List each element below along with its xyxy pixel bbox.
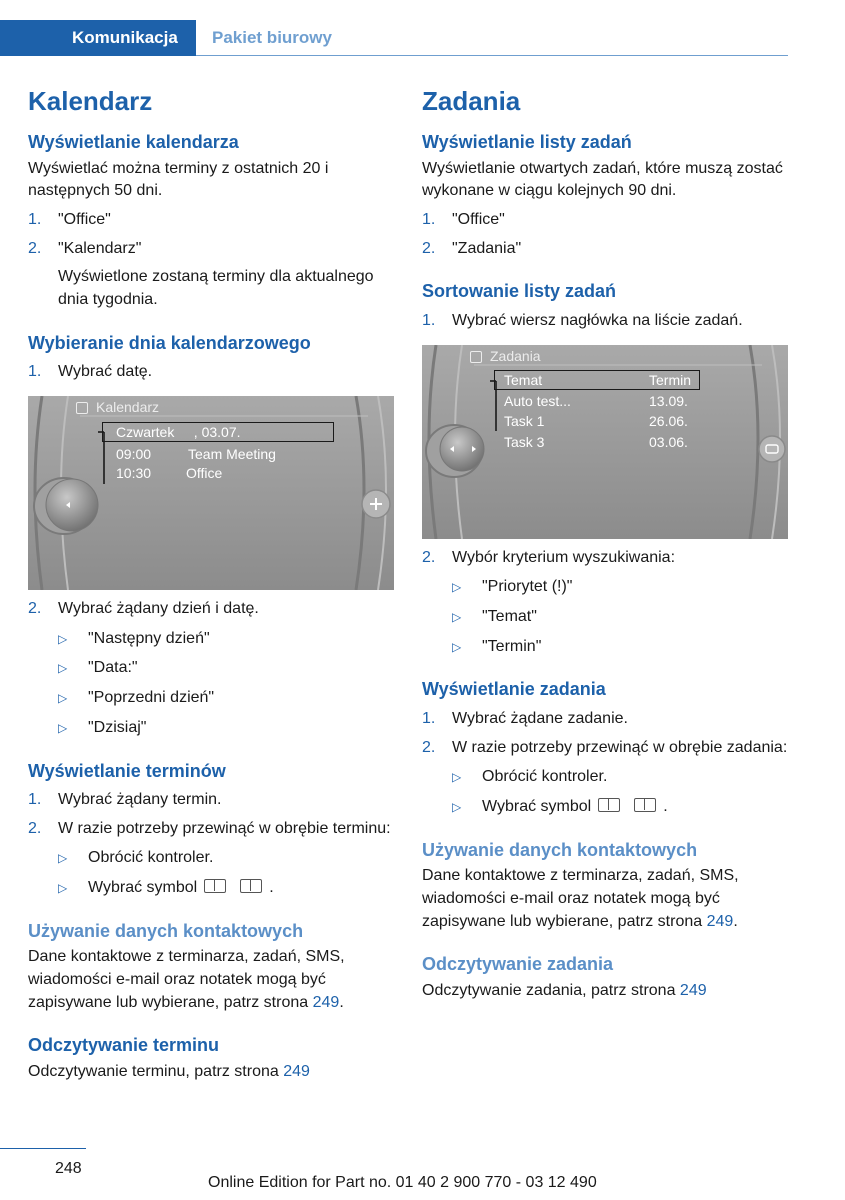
tasks-header-temat[interactable]: Temat: [504, 371, 543, 388]
option-text: "Poprzedni dzień": [88, 689, 215, 707]
paragraph-text: Dane kontaktowe z terminarza, zadań, SMS, wiadomości e-mail oraz notatek mogą być zapisywane lub wybierane, patrz strona: [422, 867, 739, 930]
paragraph-end: .: [339, 993, 344, 1011]
step-number: 2.: [422, 548, 436, 566]
task-row-name[interactable]: Auto test...: [504, 392, 571, 409]
triangle-bullet-icon: ▷: [58, 881, 68, 896]
step-item: [422, 708, 794, 731]
page-link[interactable]: 249: [312, 993, 340, 1011]
section-title-zadania: Zadania: [422, 86, 521, 116]
triangle-bullet-icon: ▷: [452, 610, 462, 624]
triangle-bullet-icon: ▷: [452, 639, 462, 654]
scroll-forward-icon: [634, 798, 656, 812]
step-text: Wybrać wiersz nagłówka na liście zadań.: [452, 311, 743, 329]
step-text: W razie potrzeby przewinąć w obrębie zadania:: [452, 738, 788, 756]
step-note: Wyświetlone zostaną terminy dla aktualnego dnia tygodnia.: [58, 268, 374, 309]
calendar-row-time[interactable]: 10:30: [116, 465, 152, 481]
scroll-back-icon: [598, 798, 620, 812]
option-item: [58, 847, 398, 870]
page-link[interactable]: 249: [706, 912, 734, 930]
page-number: 248: [55, 1160, 82, 1177]
task-row-date[interactable]: 03.06.: [649, 433, 688, 450]
step-item: [28, 361, 398, 384]
paragraph: Wyświetlać można terminy z ostatnich 20 i następnych 50 dni.: [28, 159, 329, 200]
task-row-date[interactable]: 26.06.: [649, 412, 688, 429]
step-item: [28, 818, 398, 841]
triangle-bullet-icon: ▷: [452, 580, 462, 595]
option-text-end: .: [269, 879, 274, 897]
option-text-end: .: [663, 797, 668, 815]
header-tab-komunikacja[interactable]: Komunikacja: [72, 28, 178, 47]
step-text: "Zadania": [452, 239, 522, 257]
section-title-kalendarz: Kalendarz: [28, 86, 153, 116]
heading-uzywanie-danych: Używanie danych kontaktowych: [422, 839, 698, 860]
paragraph: [422, 865, 794, 933]
option-item: [58, 657, 398, 680]
right-column: [422, 86, 794, 1002]
step-number: 1.: [28, 211, 42, 229]
option-text: Wybrać symbol: [482, 797, 592, 815]
option-item: [58, 628, 398, 651]
tasks-screenshot: [422, 345, 788, 539]
scroll-forward-icon: [240, 879, 262, 893]
option-text: Wybrać symbol: [88, 879, 198, 897]
option-text: "Termin": [482, 637, 542, 655]
option-item: [58, 687, 398, 710]
step-number: 2.: [28, 239, 42, 257]
screen-title: Zadania: [490, 347, 541, 364]
triangle-bullet-icon: ▷: [58, 720, 68, 735]
calendar-row-event[interactable]: Office: [186, 465, 223, 481]
heading-uzywanie-danych: Używanie danych kontaktowych: [28, 920, 304, 941]
step-number: 2.: [28, 819, 42, 837]
edition-line: Online Edition for Part no. 01 40 2 900 770 - 03 12 490: [208, 1174, 597, 1191]
step-item: [422, 310, 794, 333]
option-text: "Następny dzień": [88, 629, 210, 647]
step-number: 2.: [28, 600, 42, 617]
triangle-bullet-icon: ▷: [452, 770, 462, 785]
screen-title: Kalendarz: [96, 399, 160, 415]
step-number: 1.: [422, 709, 436, 727]
step-item: [422, 209, 794, 232]
page-link[interactable]: 249: [283, 1062, 310, 1080]
page-link[interactable]: 249: [679, 981, 707, 999]
heading-wyswietlanie-zadania: Wyświetlanie zadania: [422, 679, 606, 700]
step-text: "Office": [452, 211, 505, 229]
step-text: "Kalendarz": [58, 239, 142, 257]
step-text: "Office": [58, 211, 111, 229]
task-row-name[interactable]: Task 1: [504, 412, 545, 429]
step-text: Wybrać żądany termin.: [58, 790, 222, 808]
calendar-row-time[interactable]: 09:00: [116, 446, 152, 462]
heading-wybieranie-dnia: Wybieranie dnia kalendarzowego: [28, 332, 311, 353]
step-item: [422, 547, 794, 570]
calendar-row-date[interactable]: Czwartek , 03.07.: [116, 424, 241, 440]
option-item: [452, 636, 794, 659]
calendar-screenshot: [28, 396, 394, 590]
step-number: 1.: [422, 211, 436, 229]
step-text: W razie potrzeby przewinąć w obrębie terminu:: [58, 819, 391, 837]
paragraph-text: Dane kontaktowe z terminarza, zadań, SMS, wiadomości e-mail oraz notatek mogą być zapisywane lub wybierane, patrz strona: [28, 948, 345, 1011]
header-rule: [196, 55, 788, 56]
step-item: [422, 238, 794, 261]
option-text: "Dzisiaj": [88, 718, 147, 736]
paragraph-end: .: [733, 912, 738, 930]
paragraph: [28, 1061, 398, 1084]
step-number: 1.: [422, 311, 436, 329]
option-text: Obrócić kontroler.: [482, 768, 608, 786]
triangle-bullet-icon: ▷: [58, 631, 68, 646]
option-item: [58, 717, 398, 740]
step-number: 2.: [422, 738, 436, 756]
step-text: Wybór kryterium wyszukiwania:: [452, 548, 676, 566]
step-number: 1.: [28, 363, 42, 381]
step-item: [28, 789, 398, 812]
header-tab-pakiet-biurowy[interactable]: Pakiet biurowy: [212, 28, 332, 47]
calendar-icon: [76, 402, 88, 414]
heading-odczytywanie-terminu: Odczytywanie terminu: [28, 1035, 220, 1056]
step-item: [28, 209, 398, 232]
heading-wyswietlanie-listy-zadan: Wyświetlanie listy zadań: [422, 132, 632, 153]
left-column: [28, 86, 398, 1084]
paragraph: [28, 946, 398, 1014]
option-text: Obrócić kontroler.: [88, 849, 214, 867]
step-number: 2.: [422, 239, 436, 257]
paragraph-text: Odczytywanie terminu, patrz strona: [28, 1062, 279, 1080]
task-row-date[interactable]: 13.09.: [649, 392, 688, 409]
step-item: [422, 737, 794, 760]
step-text: Wybrać datę.: [58, 363, 153, 381]
heading-odczytywanie-zadania: Odczytywanie zadania: [422, 954, 614, 975]
option-item: [58, 877, 398, 900]
triangle-bullet-icon: ▷: [452, 799, 462, 814]
paragraph-text: Odczytywanie zadania, patrz strona: [422, 981, 676, 999]
scroll-back-icon: [204, 879, 226, 893]
step-text: Wybrać żądane zadanie.: [452, 709, 628, 727]
option-text: "Temat": [482, 608, 537, 625]
option-item: [452, 606, 794, 629]
triangle-bullet-icon: ▷: [58, 661, 68, 676]
heading-sortowanie-listy: Sortowanie listy zadań: [422, 281, 617, 302]
triangle-bullet-icon: ▷: [58, 691, 68, 706]
footer-rule: [0, 1148, 86, 1149]
step-text: Wybrać żądany dzień i datę.: [58, 600, 259, 617]
triangle-bullet-icon: ▷: [58, 851, 68, 866]
option-item: [452, 766, 794, 789]
option-item: [452, 796, 794, 819]
step-item: [28, 598, 398, 621]
paragraph: [422, 980, 794, 1003]
tasks-icon: [470, 351, 482, 363]
heading-wyswietlanie-kalendarza: Wyświetlanie kalendarza: [28, 132, 239, 153]
tasks-header-termin[interactable]: Termin: [649, 371, 692, 388]
task-row-name[interactable]: Task 3: [504, 433, 545, 450]
option-text: "Data:": [88, 659, 138, 677]
step-number: 1.: [28, 790, 42, 808]
heading-wyswietlanie-terminow: Wyświetlanie terminów: [28, 760, 226, 781]
paragraph: Wyświetlanie otwartych zadań, które muszą zostać wykonane w ciągu kolejnych 90 dni.: [422, 159, 783, 200]
option-text: "Priorytet (!)": [482, 578, 573, 596]
calendar-row-event[interactable]: Team Meeting: [188, 446, 276, 462]
step-item: [28, 238, 398, 261]
option-item: [452, 576, 794, 599]
